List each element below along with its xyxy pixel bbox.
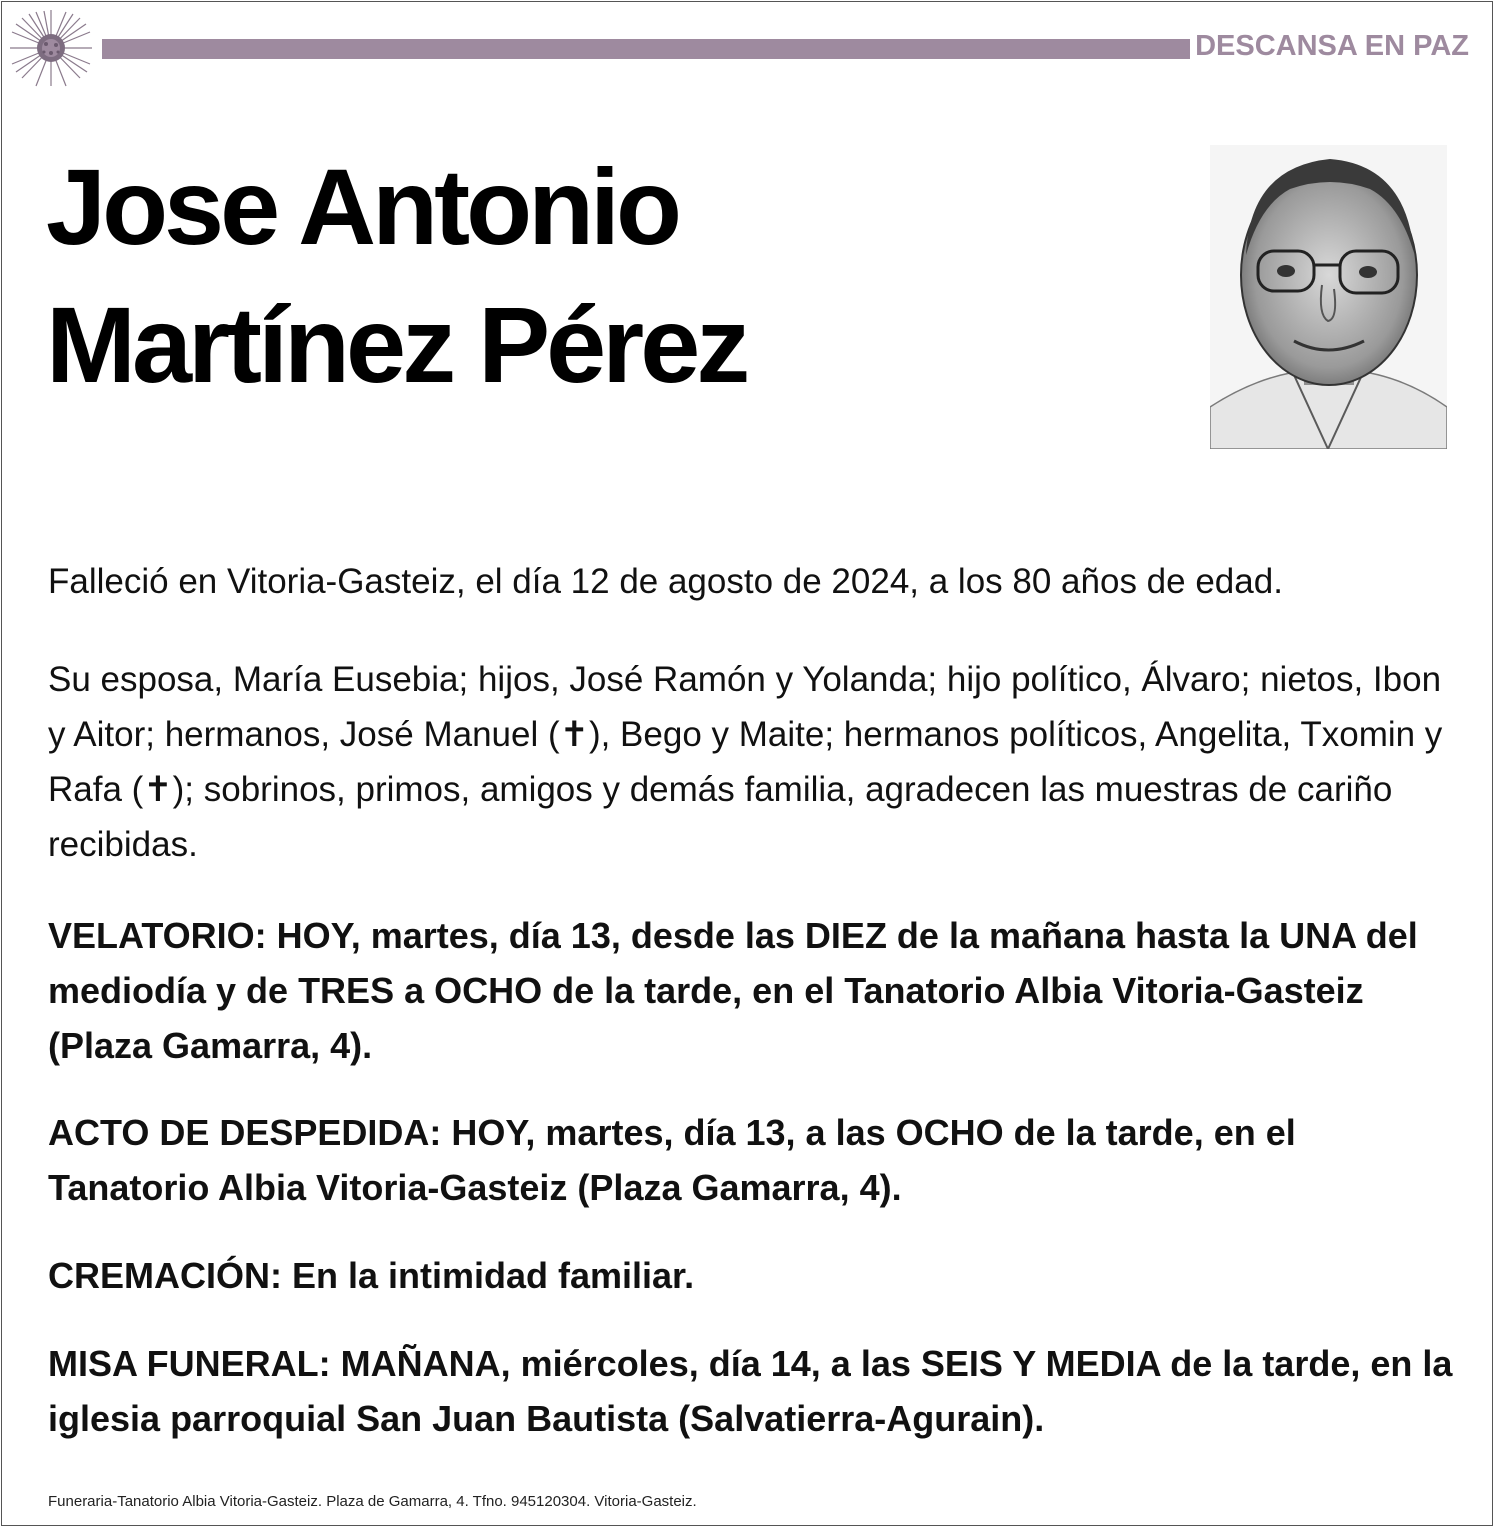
deceased-surnames: Martínez Pérez: [46, 284, 747, 405]
cremation-details: CREMACIÓN: En la intimidad familiar.: [48, 1255, 695, 1296]
farewell-details: ACTO DE DESPEDIDA: HOY, martes, día 13, a las OCHO de la tarde, en el Tanatorio Albia Vitoria-Gasteiz (Plaza Gamarra, 4).: [48, 1112, 1296, 1208]
death-statement: Falleció en Vitoria-Gasteiz, el día 12 de agosto de 2024, a los 80 años de edad.: [48, 562, 1283, 601]
header-bar: [102, 39, 1190, 59]
deceased-name: [46, 138, 746, 414]
funeral-home-footer: Funeraria-Tanatorio Albia Vitoria-Gasteiz. Plaza de Gamarra, 4. Tfno. 945120304. Vitoria-Gasteiz.: [48, 1493, 697, 1510]
thistle-flower-icon: [8, 8, 94, 88]
funeral-mass-details: MISA FUNERAL: MAÑANA, miércoles, día 14, a las SEIS Y MEDIA de la tarde, en la iglesia parroquial San Juan Bautista (Salvatierra-Agurain).: [48, 1343, 1453, 1439]
deceased-first-name: Jose Antonio: [46, 146, 679, 267]
wake-details: VELATORIO: HOY, martes, día 13, desde las DIEZ de la mañana hasta la UNA del mediodía y de TRES a OCHO de la tarde, en el Tanatorio Albia Vitoria-Gasteiz (Plaza Gamarra, 4).: [48, 915, 1418, 1066]
family-statement: Su esposa, María Eusebia; hijos, José Ramón y Yolanda; hijo político, Álvaro; nietos, Ibon y Aitor; hermanos, José Manuel (✝), Bego y Maite; hermanos políticos, Angelita, Txomin y Rafa (✝); sobrinos, primos, amigos y demás familia, agradecen las muestras de cariño recibidas.: [48, 660, 1443, 864]
portrait-photo: [1210, 145, 1447, 449]
rest-in-peace-label: DESCANSA EN PAZ: [1195, 30, 1469, 62]
